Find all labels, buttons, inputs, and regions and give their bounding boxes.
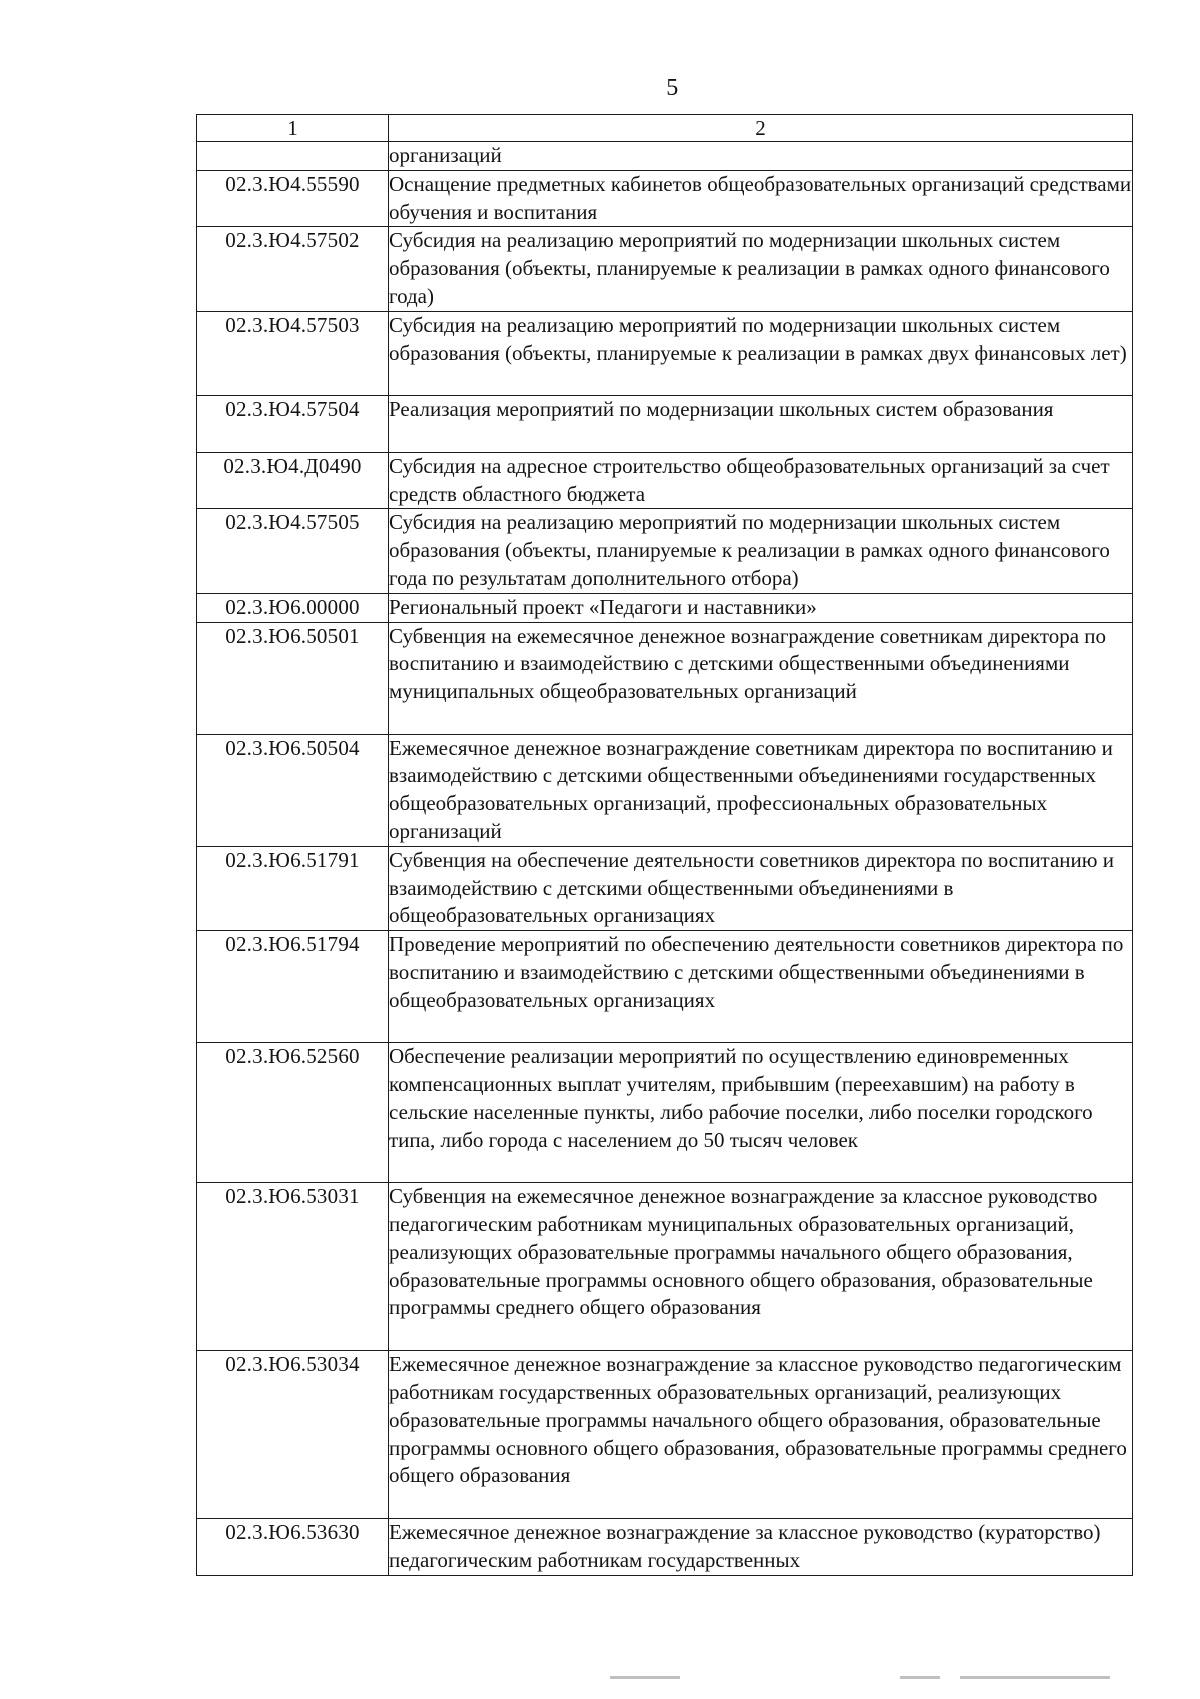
row-description: Субсидия на адресное строительство общеобразовательных организаций за счет средств областного бюджета: [389, 452, 1133, 509]
row-code: 02.3.Ю4.57503: [197, 311, 389, 395]
row-code: 02.3.Ю4.Д0490: [197, 452, 389, 509]
budget-codes-table: [196, 114, 1133, 1576]
row-description: Субсидия на реализацию мероприятий по модернизации школьных систем образования (объекты, планируемые к реализации в рамках одного финансового года по результатам дополнительного отбора): [389, 509, 1133, 593]
row-description: Ежемесячное денежное вознаграждение за классное руководство (кураторство) педагогическим работникам государственных: [389, 1519, 1133, 1576]
table-row: [197, 142, 1133, 171]
table-header-row: [197, 115, 1133, 142]
row-code: 02.3.Ю4.55590: [197, 170, 389, 227]
column-header-code: 1: [197, 115, 389, 142]
scan-artifact-mark: [900, 1676, 940, 1679]
row-description: Субсидия на реализацию мероприятий по модернизации школьных систем образования (объекты, планируемые к реализации в рамках одного финансового года): [389, 227, 1133, 311]
row-description: Субвенция на ежемесячное денежное вознаграждение за классное руководство педагогическим работникам муниципальных образовательных организаций, реализующих образовательные программы начального общего образования, образовательные программы основного общего образования, образовательные программы среднего общего образования: [389, 1183, 1133, 1351]
row-code: 02.3.Ю6.50501: [197, 622, 389, 734]
row-description: Обеспечение реализации мероприятий по осуществлению единовременных компенсационных выплат учителям, прибывшим (переехавшим) на работу в сельские населенные пункты, либо рабочие поселки, либо поселки городского типа, либо города с населением до 50 тысяч человек: [389, 1043, 1133, 1183]
row-code: 02.3.Ю6.00000: [197, 593, 389, 622]
table-row: [197, 452, 1133, 509]
row-description: Проведение мероприятий по обеспечению деятельности советников директора по воспитанию и взаимодействию с детскими общественными объединениями в общеобразовательных организациях: [389, 931, 1133, 1043]
table-row: [197, 227, 1133, 311]
column-header-description: 2: [389, 115, 1133, 142]
scan-artifact-mark: [960, 1676, 1110, 1679]
table-row: [197, 395, 1133, 452]
table-row: [197, 622, 1133, 734]
table-row: [197, 846, 1133, 930]
table-row: [197, 170, 1133, 227]
table-row: [197, 1183, 1133, 1351]
row-description: организаций: [389, 142, 1133, 171]
row-code: [197, 142, 389, 171]
row-description: Реализация мероприятий по модернизации школьных систем образования: [389, 395, 1133, 452]
row-description: Ежемесячное денежное вознаграждение за классное руководство педагогическим работникам государственных образовательных организаций, реализующих образовательные программы начального общего образования, образовательные программы основного общего образования, образовательные программы среднего общего образования: [389, 1351, 1133, 1519]
page-number: [0, 74, 1200, 102]
row-description: Оснащение предметных кабинетов общеобразовательных организаций средствами обучения и воспитания: [389, 170, 1133, 227]
row-description: Субсидия на реализацию мероприятий по модернизации школьных систем образования (объекты, планируемые к реализации в рамках двух финансовых лет): [389, 311, 1133, 395]
row-code: 02.3.Ю6.52560: [197, 1043, 389, 1183]
row-description: Региональный проект «Педагоги и наставники»: [389, 593, 1133, 622]
scan-artifact-mark: [610, 1676, 680, 1679]
table-row: [197, 1351, 1133, 1519]
row-code: 02.3.Ю6.53630: [197, 1519, 389, 1576]
table-row: [197, 593, 1133, 622]
row-code: 02.3.Ю6.51791: [197, 846, 389, 930]
table-row: [197, 734, 1133, 846]
row-code: 02.3.Ю6.51794: [197, 931, 389, 1043]
page-number-text: 5: [666, 75, 679, 101]
row-code: 02.3.Ю6.53034: [197, 1351, 389, 1519]
budget-codes-table-container: [196, 114, 1132, 1576]
row-code: 02.3.Ю6.53031: [197, 1183, 389, 1351]
row-code: 02.3.Ю4.57504: [197, 395, 389, 452]
row-code: 02.3.Ю4.57505: [197, 509, 389, 593]
table-row: [197, 931, 1133, 1043]
table-row: [197, 1519, 1133, 1576]
row-description: Ежемесячное денежное вознаграждение советникам директора по воспитанию и взаимодействию с детскими общественными объединениями государственных общеобразовательных организаций, профессиональных образовательных организаций: [389, 734, 1133, 846]
row-description: Субвенция на ежемесячное денежное вознаграждение советникам директора по воспитанию и взаимодействию с детскими общественными объединениями муниципальных общеобразовательных организаций: [389, 622, 1133, 734]
row-code: 02.3.Ю4.57502: [197, 227, 389, 311]
table-body: [197, 142, 1133, 1576]
table-row: [197, 1043, 1133, 1183]
table-row: [197, 311, 1133, 395]
row-description: Субвенция на обеспечение деятельности советников директора по воспитанию и взаимодействию с детскими общественными объединениями в общеобразовательных организациях: [389, 846, 1133, 930]
table-header: [197, 115, 1133, 142]
table-row: [197, 509, 1133, 593]
row-code: 02.3.Ю6.50504: [197, 734, 389, 846]
